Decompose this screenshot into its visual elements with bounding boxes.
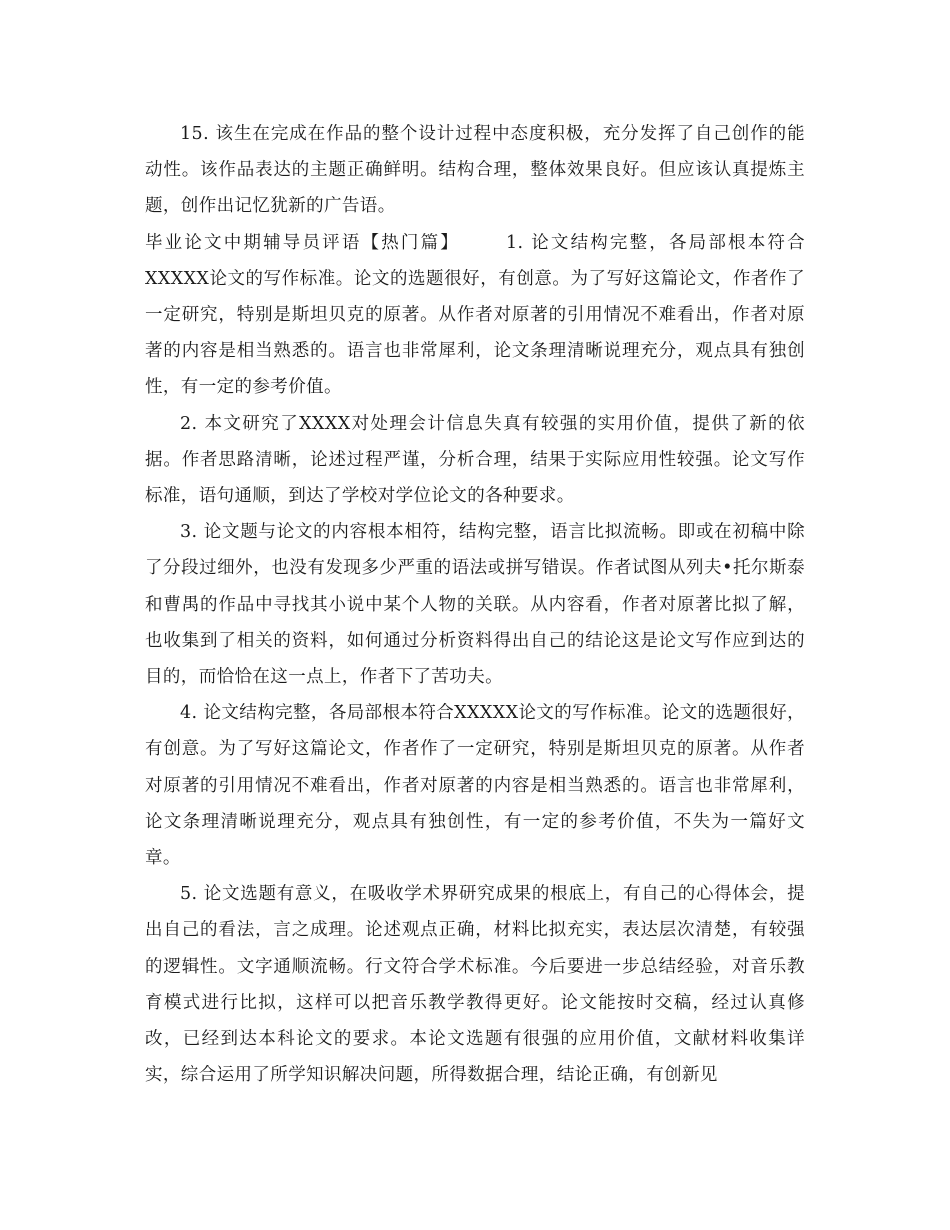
document-body [145, 116, 805, 1093]
section-heading: 毕业论文中期辅导员评语【热门篇】 [145, 232, 460, 253]
paragraph-15: 15. 该生在完成在作品的整个设计过程中态度积极，充分发挥了自己创作的能动性。该作品表达的主题正确鲜明。结构合理，整体效果良好。但应该认真提炼主题，创作出记忆犹新的广告语。 [145, 124, 805, 217]
paragraph-1: 1. 论文结构完整，各局部根本符合XXXXX论文的写作标准。论文的选题很好，有创意。为了写好这篇论文，作者作了一定研究，特别是斯坦贝克的原著。从作者对原著的引用情况不难看出，作者对原著的内容是相当熟悉的。语言也非常犀利，论文条理清晰说理充分，观点具有独创性，有一定的参考价值。 [145, 232, 805, 398]
paragraph-5: 5. 论文选题有意义，在吸收学术界研究成果的根底上，有自己的心得体会，提出自己的看法，言之成理。论述观点正确，材料比拟充实，表达层次清楚，有较强的逻辑性。文字通顺流畅。行文符合学术标准。今后要进一步总结经验，对音乐教育模式进行比拟，这样可以把音乐教学教得更好。论文能按时交稿，经过认真修改，已经到达本科论文的要求。本论文选题有很强的应用价值，文献材料收集详实，综合运用了所学知识解决问题，所得数据合理，结论正确，有创新见 [145, 884, 805, 1086]
paragraph-heading-1 [145, 225, 805, 406]
paragraph-3: 3. 论文题与论文的内容根本相符，结构完整，语言比拟流畅。即或在初稿中除了分段过细外，也没有发现多少严重的语法或拼写错误。作者试图从列夫•托尔斯泰和曹禺的作品中寻找其小说中某个人物的关联。从内容看，作者对原著比拟了解，也收集到了相关的资料，如何通过分析资料得出自己的结论这是论文写作应到达的目的，而恰恰在这一点上，作者下了苦功夫。 [145, 522, 805, 688]
paragraph-2: 2. 本文研究了XXXX对处理会计信息失真有较强的实用价值，提供了新的依据。作者思路清晰，论述过程严谨，分析合理，结果于实际应用性较强。论文写作标准，语句通顺，到达了学校对学位论文的各种要求。 [145, 413, 805, 507]
paragraph-4: 4. 论文结构完整，各局部根本符合XXXXX论文的写作标准。论文的选题很好，有创意。为了写好这篇论文，作者作了一定研究，特别是斯坦贝克的原著。从作者对原著的引用情况不难看出，作者对原著的内容是相当熟悉的。语言也非常犀利，论文条理清晰说理充分，观点具有独创性，有一定的参考价值，不失为一篇好文章。 [145, 703, 805, 869]
